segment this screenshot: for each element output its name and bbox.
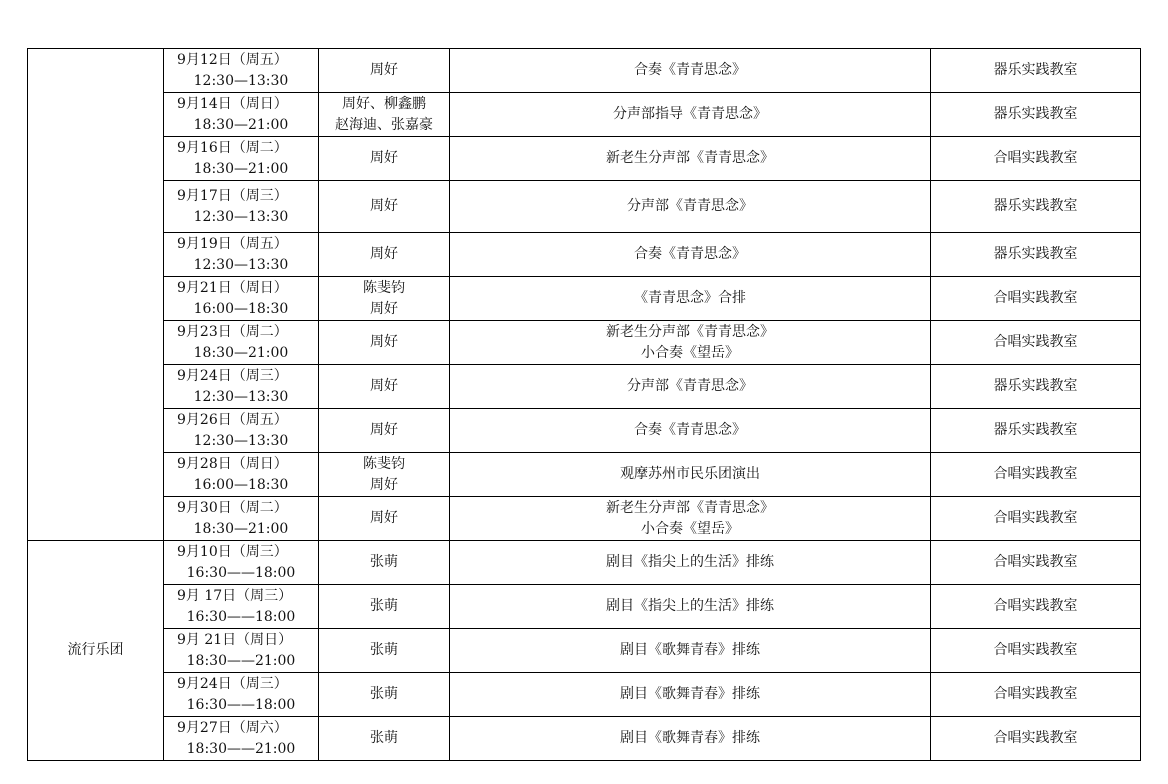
date-text: 9月19日（周五）: [177, 235, 288, 252]
location-cell: [931, 673, 1141, 717]
time-text: 18:30—21:00: [193, 116, 289, 133]
date-time-cell: [164, 453, 319, 497]
location-text: 器乐实践教室: [993, 62, 1078, 78]
rehearsal-schedule-table: [27, 48, 1141, 761]
location-text: 合唱实践教室: [993, 730, 1078, 746]
teacher-cell: [319, 233, 450, 277]
content-line: 新老生分声部《青青思念》: [606, 499, 774, 516]
teacher-line: 周好: [370, 150, 398, 166]
time-text: 18:30—21:00: [193, 520, 289, 537]
date-text: 9月23日（周二）: [177, 323, 288, 340]
teacher-line: 周好: [370, 198, 398, 214]
date-time-cell: [164, 49, 319, 93]
content-line: 合奏《青青思念》: [634, 62, 746, 78]
content-line: 剧目《指尖上的生活》排练: [606, 598, 774, 614]
time-text: 18:30——21:00: [186, 740, 296, 757]
table-row: [28, 673, 1141, 717]
location-cell: [931, 181, 1141, 233]
time-text: 16:00—18:30: [193, 476, 289, 493]
date-text: 9月24日（周三）: [177, 675, 288, 692]
teacher-line: 张萌: [370, 642, 398, 658]
location-text: 器乐实践教室: [993, 378, 1078, 394]
location-cell: [931, 233, 1141, 277]
content-cell: [450, 409, 931, 453]
time-text: 18:30—21:00: [193, 344, 289, 361]
table-row: [28, 497, 1141, 541]
date-time-cell: [164, 497, 319, 541]
location-text: 合唱实践教室: [993, 686, 1078, 702]
date-text: 9月21日（周日）: [177, 279, 288, 296]
content-line: 分声部《青青思念》: [627, 378, 753, 394]
content-line: 合奏《青青思念》: [634, 246, 746, 262]
teacher-line: 张萌: [370, 598, 398, 614]
location-text: 合唱实践教室: [993, 598, 1078, 614]
content-line: 剧目《指尖上的生活》排练: [606, 554, 774, 570]
location-text: 合唱实践教室: [993, 334, 1078, 350]
date-time-cell: [164, 233, 319, 277]
table-row: [28, 585, 1141, 629]
date-time-cell: [164, 277, 319, 321]
teacher-cell: [319, 541, 450, 585]
teacher-cell: [319, 321, 450, 365]
table-row: [28, 541, 1141, 585]
date-text: 9月10日（周三）: [177, 543, 288, 560]
teacher-line: 陈斐钧: [363, 455, 405, 472]
date-time-cell: [164, 321, 319, 365]
date-text: 9月30日（周二）: [177, 499, 288, 516]
teacher-cell: [319, 673, 450, 717]
teacher-line: 周好、柳鑫鹏: [342, 95, 426, 112]
table-row: [28, 233, 1141, 277]
time-text: 12:30—13:30: [193, 256, 289, 273]
teacher-cell: [319, 629, 450, 673]
teacher-line: 周好: [370, 476, 398, 493]
location-cell: [931, 497, 1141, 541]
content-cell: [450, 49, 931, 93]
date-text: 9月27日（周六）: [177, 719, 288, 736]
location-cell: [931, 321, 1141, 365]
content-cell: [450, 453, 931, 497]
table-row: [28, 321, 1141, 365]
content-line: 观摩苏州市民乐团演出: [620, 466, 760, 482]
time-text: 12:30—13:30: [193, 208, 289, 225]
location-cell: [931, 49, 1141, 93]
table-row: [28, 629, 1141, 673]
teacher-line: 周好: [370, 378, 398, 394]
content-cell: [450, 585, 931, 629]
content-cell: [450, 717, 931, 761]
teacher-cell: [319, 49, 450, 93]
location-text: 合唱实践教室: [993, 642, 1078, 658]
content-line: 剧目《歌舞青春》排练: [620, 730, 760, 746]
date-time-cell: [164, 365, 319, 409]
date-text: 9月28日（周日）: [177, 455, 288, 472]
teacher-cell: [319, 585, 450, 629]
date-time-cell: [164, 409, 319, 453]
date-text: 9月24日（周三）: [177, 367, 288, 384]
date-time-cell: [164, 541, 319, 585]
location-cell: [931, 541, 1141, 585]
table-row: [28, 277, 1141, 321]
date-text: 9月16日（周二）: [177, 139, 288, 156]
teacher-line: 周好: [370, 62, 398, 78]
location-text: 器乐实践教室: [993, 422, 1078, 438]
date-text: 9月17日（周三）: [177, 187, 288, 204]
location-cell: [931, 409, 1141, 453]
content-cell: [450, 321, 931, 365]
teacher-cell: [319, 137, 450, 181]
table-row: [28, 409, 1141, 453]
teacher-line: 周好: [370, 300, 398, 317]
content-cell: [450, 629, 931, 673]
teacher-line: 张萌: [370, 686, 398, 702]
teacher-cell: [319, 181, 450, 233]
location-text: 器乐实践教室: [993, 246, 1078, 262]
group-name-cell: [28, 541, 164, 761]
date-time-cell: [164, 717, 319, 761]
date-time-cell: [164, 181, 319, 233]
content-cell: [450, 365, 931, 409]
table-row: [28, 365, 1141, 409]
group-name-cell: [28, 49, 164, 541]
teacher-cell: [319, 93, 450, 137]
date-time-cell: [164, 629, 319, 673]
content-cell: [450, 497, 931, 541]
date-text: 9月 17日（周三）: [177, 587, 293, 604]
content-cell: [450, 93, 931, 137]
location-cell: [931, 137, 1141, 181]
table-row: [28, 181, 1141, 233]
time-text: 12:30—13:30: [193, 388, 289, 405]
content-line: 新老生分声部《青青思念》: [606, 150, 774, 166]
location-cell: [931, 453, 1141, 497]
table-row: [28, 137, 1141, 181]
teacher-cell: [319, 717, 450, 761]
teacher-line: 周好: [370, 246, 398, 262]
teacher-line: 周好: [370, 510, 398, 526]
location-cell: [931, 277, 1141, 321]
group-name: 流行乐团: [67, 642, 124, 658]
table-row: [28, 93, 1141, 137]
teacher-cell: [319, 453, 450, 497]
date-time-cell: [164, 93, 319, 137]
table-row: [28, 49, 1141, 93]
location-text: 器乐实践教室: [993, 198, 1078, 214]
teacher-line: 赵海迪、张嘉豪: [335, 116, 433, 133]
content-line: 剧目《歌舞青春》排练: [620, 642, 760, 658]
date-text: 9月14日（周日）: [177, 95, 288, 112]
date-time-cell: [164, 673, 319, 717]
time-text: 12:30—13:30: [193, 72, 289, 89]
content-line: 《青青思念》合排: [634, 290, 746, 306]
content-cell: [450, 137, 931, 181]
content-line: 小合奏《望岳》: [641, 520, 739, 537]
teacher-cell: [319, 365, 450, 409]
content-line: 合奏《青青思念》: [634, 422, 746, 438]
time-text: 16:30——18:00: [186, 696, 296, 713]
content-line: 分声部《青青思念》: [627, 198, 753, 214]
teacher-cell: [319, 409, 450, 453]
teacher-line: 周好: [370, 334, 398, 350]
date-text: 9月12日（周五）: [177, 51, 288, 68]
content-line: 新老生分声部《青青思念》: [606, 323, 774, 340]
content-cell: [450, 673, 931, 717]
teacher-line: 周好: [370, 422, 398, 438]
location-cell: [931, 717, 1141, 761]
time-text: 16:00—18:30: [193, 300, 289, 317]
table-row: [28, 453, 1141, 497]
date-text: 9月26日（周五）: [177, 411, 288, 428]
content-line: 剧目《歌舞青春》排练: [620, 686, 760, 702]
content-line: 分声部指导《青青思念》: [613, 106, 767, 122]
teacher-line: 张萌: [370, 730, 398, 746]
date-time-cell: [164, 585, 319, 629]
time-text: 18:30—21:00: [193, 160, 289, 177]
teacher-cell: [319, 277, 450, 321]
location-cell: [931, 93, 1141, 137]
time-text: 16:30——18:00: [186, 564, 296, 581]
location-cell: [931, 629, 1141, 673]
location-text: 合唱实践教室: [993, 554, 1078, 570]
content-cell: [450, 233, 931, 277]
time-text: 16:30——18:00: [186, 608, 296, 625]
content-cell: [450, 541, 931, 585]
content-cell: [450, 181, 931, 233]
teacher-line: 陈斐钧: [363, 279, 405, 296]
teacher-line: 张萌: [370, 554, 398, 570]
location-cell: [931, 585, 1141, 629]
time-text: 18:30——21:00: [186, 652, 296, 669]
table-row: [28, 717, 1141, 761]
location-text: 合唱实践教室: [993, 510, 1078, 526]
location-text: 器乐实践教室: [993, 106, 1078, 122]
date-text: 9月 21日（周日）: [177, 631, 293, 648]
location-cell: [931, 365, 1141, 409]
date-time-cell: [164, 137, 319, 181]
time-text: 12:30—13:30: [193, 432, 289, 449]
location-text: 合唱实践教室: [993, 150, 1078, 166]
content-cell: [450, 277, 931, 321]
content-line: 小合奏《望岳》: [641, 344, 739, 361]
teacher-cell: [319, 497, 450, 541]
schedule-body: [28, 49, 1141, 761]
location-text: 合唱实践教室: [993, 466, 1078, 482]
location-text: 合唱实践教室: [993, 290, 1078, 306]
